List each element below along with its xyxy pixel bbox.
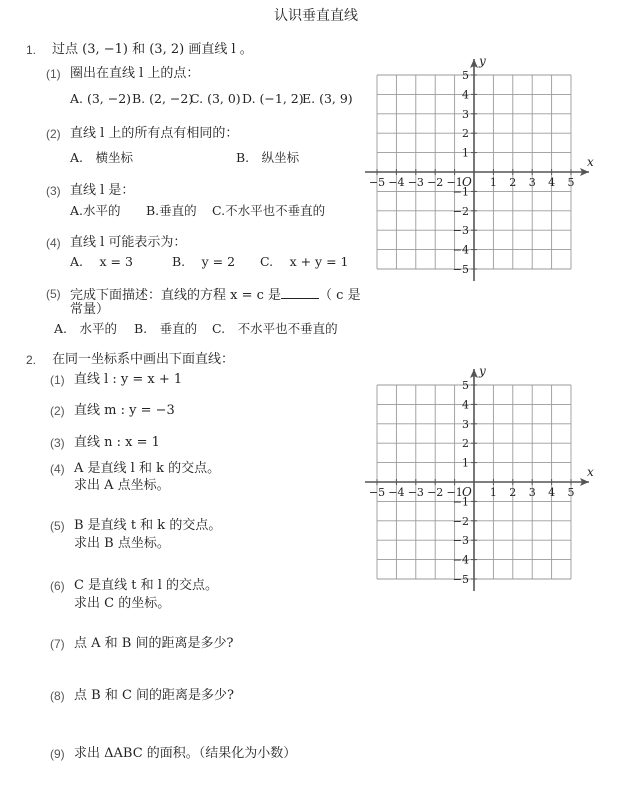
grid1-y-tick-label: 4 bbox=[462, 88, 469, 102]
q2-item-1-text: 直线 l : y = x + 1 bbox=[74, 372, 183, 387]
q1-p1-option-a[interactable]: A. (3, −2) bbox=[70, 91, 132, 106]
grid2-origin-label: O bbox=[462, 485, 472, 499]
coordinate-grid-2[interactable] bbox=[360, 360, 594, 622]
grid1-y-tick-label: 5 bbox=[462, 69, 469, 82]
grid2-y-tick-label: 1 bbox=[462, 456, 469, 470]
q2-item-4-text-line2: 求出 A 点坐标。 bbox=[74, 478, 170, 493]
grid2-y-tick-label: 4 bbox=[462, 398, 469, 412]
grid1-x-tick-label: −2 bbox=[427, 176, 444, 189]
q1-p5-answer-blank[interactable] bbox=[281, 286, 319, 299]
q2-item-4-label: (4) bbox=[50, 462, 65, 476]
grid1-x-axis-name: x bbox=[587, 155, 594, 169]
q2-item-9-label: (9) bbox=[50, 747, 65, 761]
q1-p2-label: (2) bbox=[46, 127, 61, 141]
grid2-y-tick-label: −3 bbox=[452, 534, 469, 548]
grid2-y-tick-label: 3 bbox=[462, 417, 469, 431]
q1-p5-option-a[interactable]: A. 水平的 bbox=[54, 321, 118, 336]
grid1-y-tick-label: −3 bbox=[452, 224, 469, 238]
grid1-x-tick-label: −1 bbox=[446, 176, 463, 189]
grid2-x-tick-label: −4 bbox=[388, 486, 405, 499]
grid1-x-tick-label: 3 bbox=[528, 176, 536, 189]
q2-item-1-label: (1) bbox=[50, 373, 65, 387]
grid2-x-tick-label: 4 bbox=[548, 486, 556, 499]
q2-number: 2. bbox=[26, 353, 37, 367]
q2-item-8-text: 点 B 和 C 间的距离是多少? bbox=[74, 688, 234, 703]
q1-p4-text: 直线 l 可能表示为： bbox=[70, 235, 187, 250]
q2-item-5-text: B 是直线 t 和 k 的交点。 bbox=[74, 518, 222, 533]
q2-item-7-text: 点 A 和 B 间的距离是多少? bbox=[74, 636, 234, 651]
q1-p5-text-after: （ c 是 bbox=[319, 288, 361, 303]
q1-p3-option-b[interactable]: B.垂直的 bbox=[146, 203, 197, 218]
grid1-y-tick-label: −1 bbox=[452, 185, 469, 199]
coordinate-grid-2-svg[interactable] bbox=[360, 360, 594, 622]
grid1-x-tick-label: 1 bbox=[489, 176, 497, 189]
q2-item-2-text: 直线 m : y = −3 bbox=[74, 403, 175, 418]
q2-item-4-text: A 是直线 l 和 k 的交点。 bbox=[74, 461, 221, 476]
q2-item-8-label: (8) bbox=[50, 689, 65, 703]
grid2-y-tick-label: −5 bbox=[452, 573, 469, 586]
q1-p3-option-a[interactable]: A.水平的 bbox=[70, 203, 121, 218]
q1-text: 过点 (3, −1) 和 (3, 2) 画直线 l 。 bbox=[52, 42, 253, 57]
q2-item-6-text: C 是直线 t 和 l 的交点。 bbox=[74, 578, 218, 593]
grid1-y-tick-label: −4 bbox=[452, 243, 469, 257]
q2-item-5-text-line2: 求出 B 点坐标。 bbox=[74, 536, 170, 551]
grid2-y-axis-name: y bbox=[479, 364, 486, 378]
grid2-x-tick-label: 3 bbox=[528, 486, 536, 499]
q1-p1-option-e[interactable]: E. (3, 9) bbox=[302, 91, 353, 106]
grid1-x-tick-label: −3 bbox=[407, 176, 424, 189]
grid2-x-tick-label: −2 bbox=[427, 486, 444, 499]
q1-p2-option-a[interactable]: A. 横坐标 bbox=[70, 150, 134, 165]
q1-p5-option-c[interactable]: C. 不水平也不垂直的 bbox=[212, 321, 338, 336]
grid2-x-tick-label: −5 bbox=[368, 486, 386, 499]
q1-p2-option-b[interactable]: B. 纵坐标 bbox=[236, 150, 300, 165]
q1-p1-option-d[interactable]: D. (−1, 2) bbox=[242, 91, 304, 106]
q1-p5-label: (5) bbox=[46, 287, 61, 301]
grid1-x-tick-label: −4 bbox=[388, 176, 405, 189]
q1-p5-option-b[interactable]: B. 垂直的 bbox=[134, 321, 198, 336]
q1-p4-option-b[interactable]: B. y = 2 bbox=[172, 254, 236, 269]
q1-p5-text-line2: 常量） bbox=[70, 302, 110, 317]
grid1-x-tick-label: 2 bbox=[509, 176, 517, 189]
q1-p1-label: (1) bbox=[46, 67, 61, 81]
grid1-origin-label: O bbox=[462, 175, 472, 189]
grid2-x-tick-label: 1 bbox=[489, 486, 497, 499]
q2-item-9-text: 求出 ΔABC 的面积。（结果化为小数） bbox=[74, 746, 297, 761]
q1-p4-label: (4) bbox=[46, 236, 61, 250]
grid2-x-tick-label: −3 bbox=[407, 486, 424, 499]
q1-p1-option-b[interactable]: B. (2, −2) bbox=[132, 91, 194, 106]
coordinate-grid-1-svg[interactable] bbox=[360, 50, 594, 312]
grid2-x-tick-label: −1 bbox=[446, 486, 463, 499]
grid2-x-tick-label: 5 bbox=[567, 486, 575, 499]
page-title: 认识垂直直线 bbox=[274, 8, 358, 24]
grid1-x-tick-label: −5 bbox=[368, 176, 386, 189]
q2-item-3-label: (3) bbox=[50, 436, 65, 450]
grid2-x-tick-label: 2 bbox=[509, 486, 517, 499]
q1-p3-option-c[interactable]: C.不水平也不垂直的 bbox=[212, 203, 326, 218]
q2-item-2-label: (2) bbox=[50, 404, 65, 418]
q1-p2-text: 直线 l 上的所有点有相同的： bbox=[70, 126, 239, 141]
q1-p3-text: 直线 l 是： bbox=[70, 183, 135, 198]
grid1-x-tick-label: 5 bbox=[567, 176, 575, 189]
coordinate-grid-1[interactable] bbox=[360, 50, 594, 312]
grid2-y-tick-label: 2 bbox=[462, 437, 469, 451]
grid1-y-tick-label: −2 bbox=[452, 204, 469, 218]
grid2-y-tick-label: −4 bbox=[452, 553, 469, 567]
grid1-y-tick-label: 2 bbox=[462, 127, 469, 141]
q1-p5-text bbox=[70, 286, 361, 304]
q2-text: 在同一坐标系中画出下面直线： bbox=[52, 352, 235, 367]
grid2-y-tick-label: −2 bbox=[452, 514, 469, 528]
q1-number: 1. bbox=[26, 43, 37, 57]
q1-p4-option-c[interactable]: C. x + y = 1 bbox=[260, 254, 349, 269]
grid1-y-axis-name: y bbox=[479, 54, 486, 68]
q2-item-6-text-line2: 求出 C 的坐标。 bbox=[74, 596, 171, 611]
grid2-y-tick-label: −1 bbox=[452, 495, 469, 509]
grid1-y-tick-label: 1 bbox=[462, 146, 469, 160]
q1-p1-text: 圈出在直线 l 上的点： bbox=[70, 66, 200, 81]
grid1-x-tick-label: 4 bbox=[548, 176, 556, 189]
q1-p5-text-before: 完成下面描述：直线的方程 x = c 是 bbox=[70, 288, 282, 303]
grid2-x-axis-name: x bbox=[587, 465, 594, 479]
q2-item-7-label: (7) bbox=[50, 637, 65, 651]
grid1-y-tick-label: −5 bbox=[452, 263, 469, 276]
q2-item-6-label: (6) bbox=[50, 579, 65, 593]
grid1-y-tick-label: 3 bbox=[462, 107, 469, 121]
grid2-y-tick-label: 5 bbox=[462, 379, 469, 392]
q2-item-3-text: 直线 n : x = 1 bbox=[74, 435, 160, 450]
q1-p4-option-a[interactable]: A. x = 3 bbox=[70, 254, 133, 269]
q1-p1-option-c[interactable]: C. (3, 0) bbox=[190, 91, 241, 106]
q2-item-5-label: (5) bbox=[50, 519, 65, 533]
q1-p3-label: (3) bbox=[46, 184, 61, 198]
